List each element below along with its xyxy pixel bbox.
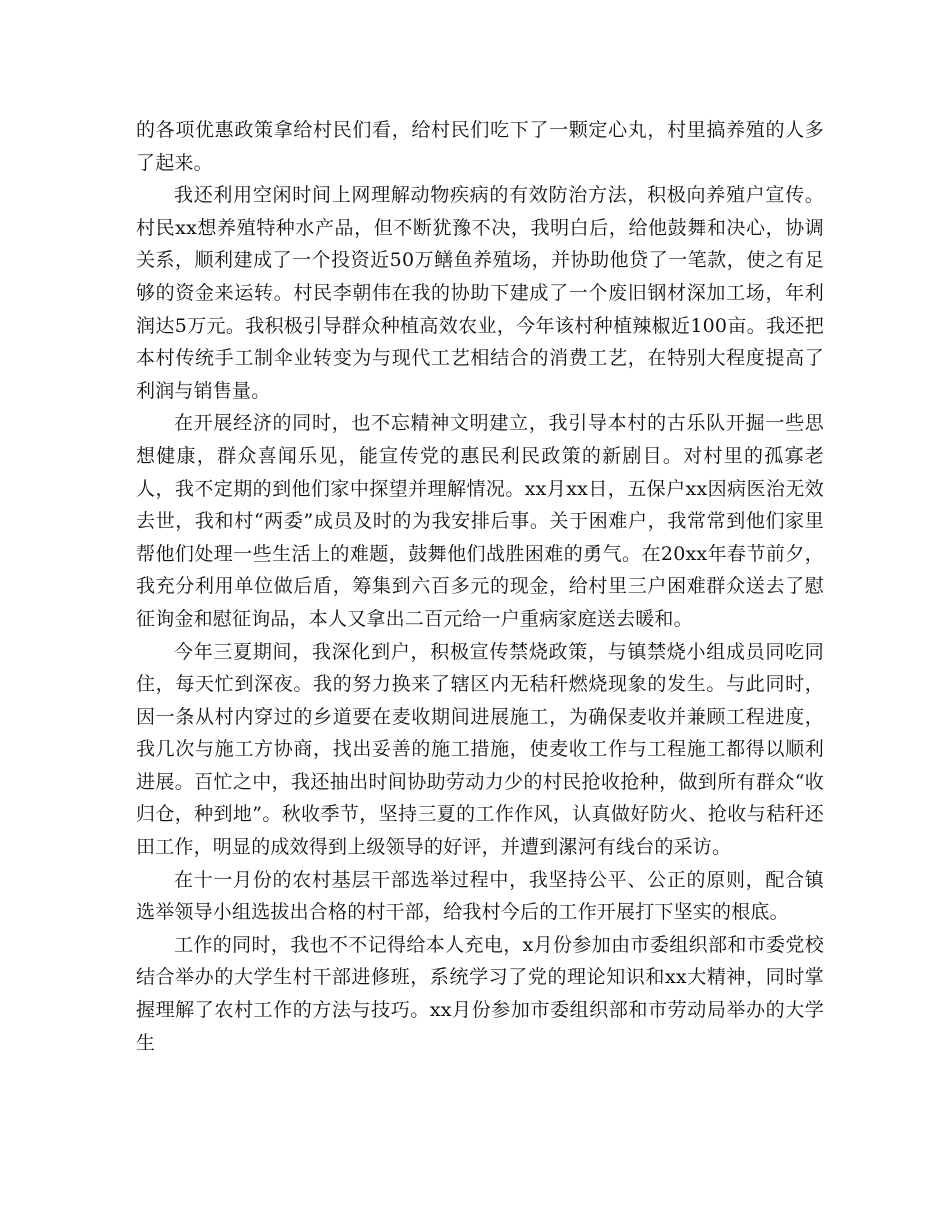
document-body <box>136 114 824 1059</box>
paragraph-3: 在开展经济的同时，也不忘精神文明建立，我引导本村的古乐队开掘一些思想健康，群众喜闻乐见，能宣传党的惠民利民政策的新剧目。对村里的孤寡老人，我不定期的到他们家中探望并理解情况。xx月xx日，五保户xx因病医治无效去世，我和村“两委”成员及时的为我安排后事。关于困难户，我常常到他们家里帮他们处理一些生活上的难题，鼓舞他们战胜困难的勇气。在20xx年春节前夕，我充分利用单位做后盾，筹集到六百多元的现金，给村里三户困难群众送去了慰征询金和慰征询品，本人又拿出二百元给一户重病家庭送去暖和。 <box>136 412 824 630</box>
paragraph-5: 在十一月份的农村基层干部选举过程中，我坚持公平、公正的原则，配合镇选举领导小组选拔出合格的村干部，给我村今后的工作开展打下坚实的根底。 <box>136 868 824 924</box>
paragraph-6: 工作的同时，我也不不记得给本人充电，x月份参加由市委组织部和市委党校结合举办的大学生村干部进修班，系统学习了党的理论知识和xx大精神，同时掌握理解了农村工作的方法与技巧。xx月份参加市委组织部和市劳动局举办的大学生 <box>136 933 824 1054</box>
paragraph-2: 我还利用空闲时间上网理解动物疾病的有效防治方法，积极向养殖户宣传。村民xx想养殖特种水产品，但不断犹豫不决，我明白后，给他鼓舞和决心，协调关系，顺利建成了一个投资近50万鳝鱼养殖场，并协助他贷了一笔款，使之有足够的资金来运转。村民李朝伟在我的协助下建成了一个废旧钢材深加工场，年利润达5万元。我积极引导群众种植高效农业，今年该村种植辣椒近100亩。我还把本村传统手工制伞业转变为与现代工艺相结合的消费工艺，在特别大程度提高了利润与销售量。 <box>136 184 824 402</box>
paragraph-4: 今年三夏期间，我深化到户，积极宣传禁烧政策，与镇禁烧小组成员同吃同住，每天忙到深夜。我的努力换来了辖区内无秸秆燃烧现象的发生。与此同时，因一条从村内穿过的乡道要在麦收期间进展施工，为确保麦收并兼顾工程进度，我几次与施工方协商，找出妥善的施工措施，使麦收工作与工程施工都得以顺利进展。百忙之中，我还抽出时间协助劳动力少的村民抢收抢种，做到所有群众“收归仓，种到地”。秋收季节，坚持三夏的工作作风，认真做好防火、抢收与秸秆还田工作，明显的成效得到上级领导的好评，并遭到漯河有线台的采访。 <box>136 640 824 859</box>
paragraph-1: 的各项优惠政策拿给村民们看，给村民们吃下了一颗定心丸，村里搞养殖的人多了起来。 <box>136 119 824 174</box>
